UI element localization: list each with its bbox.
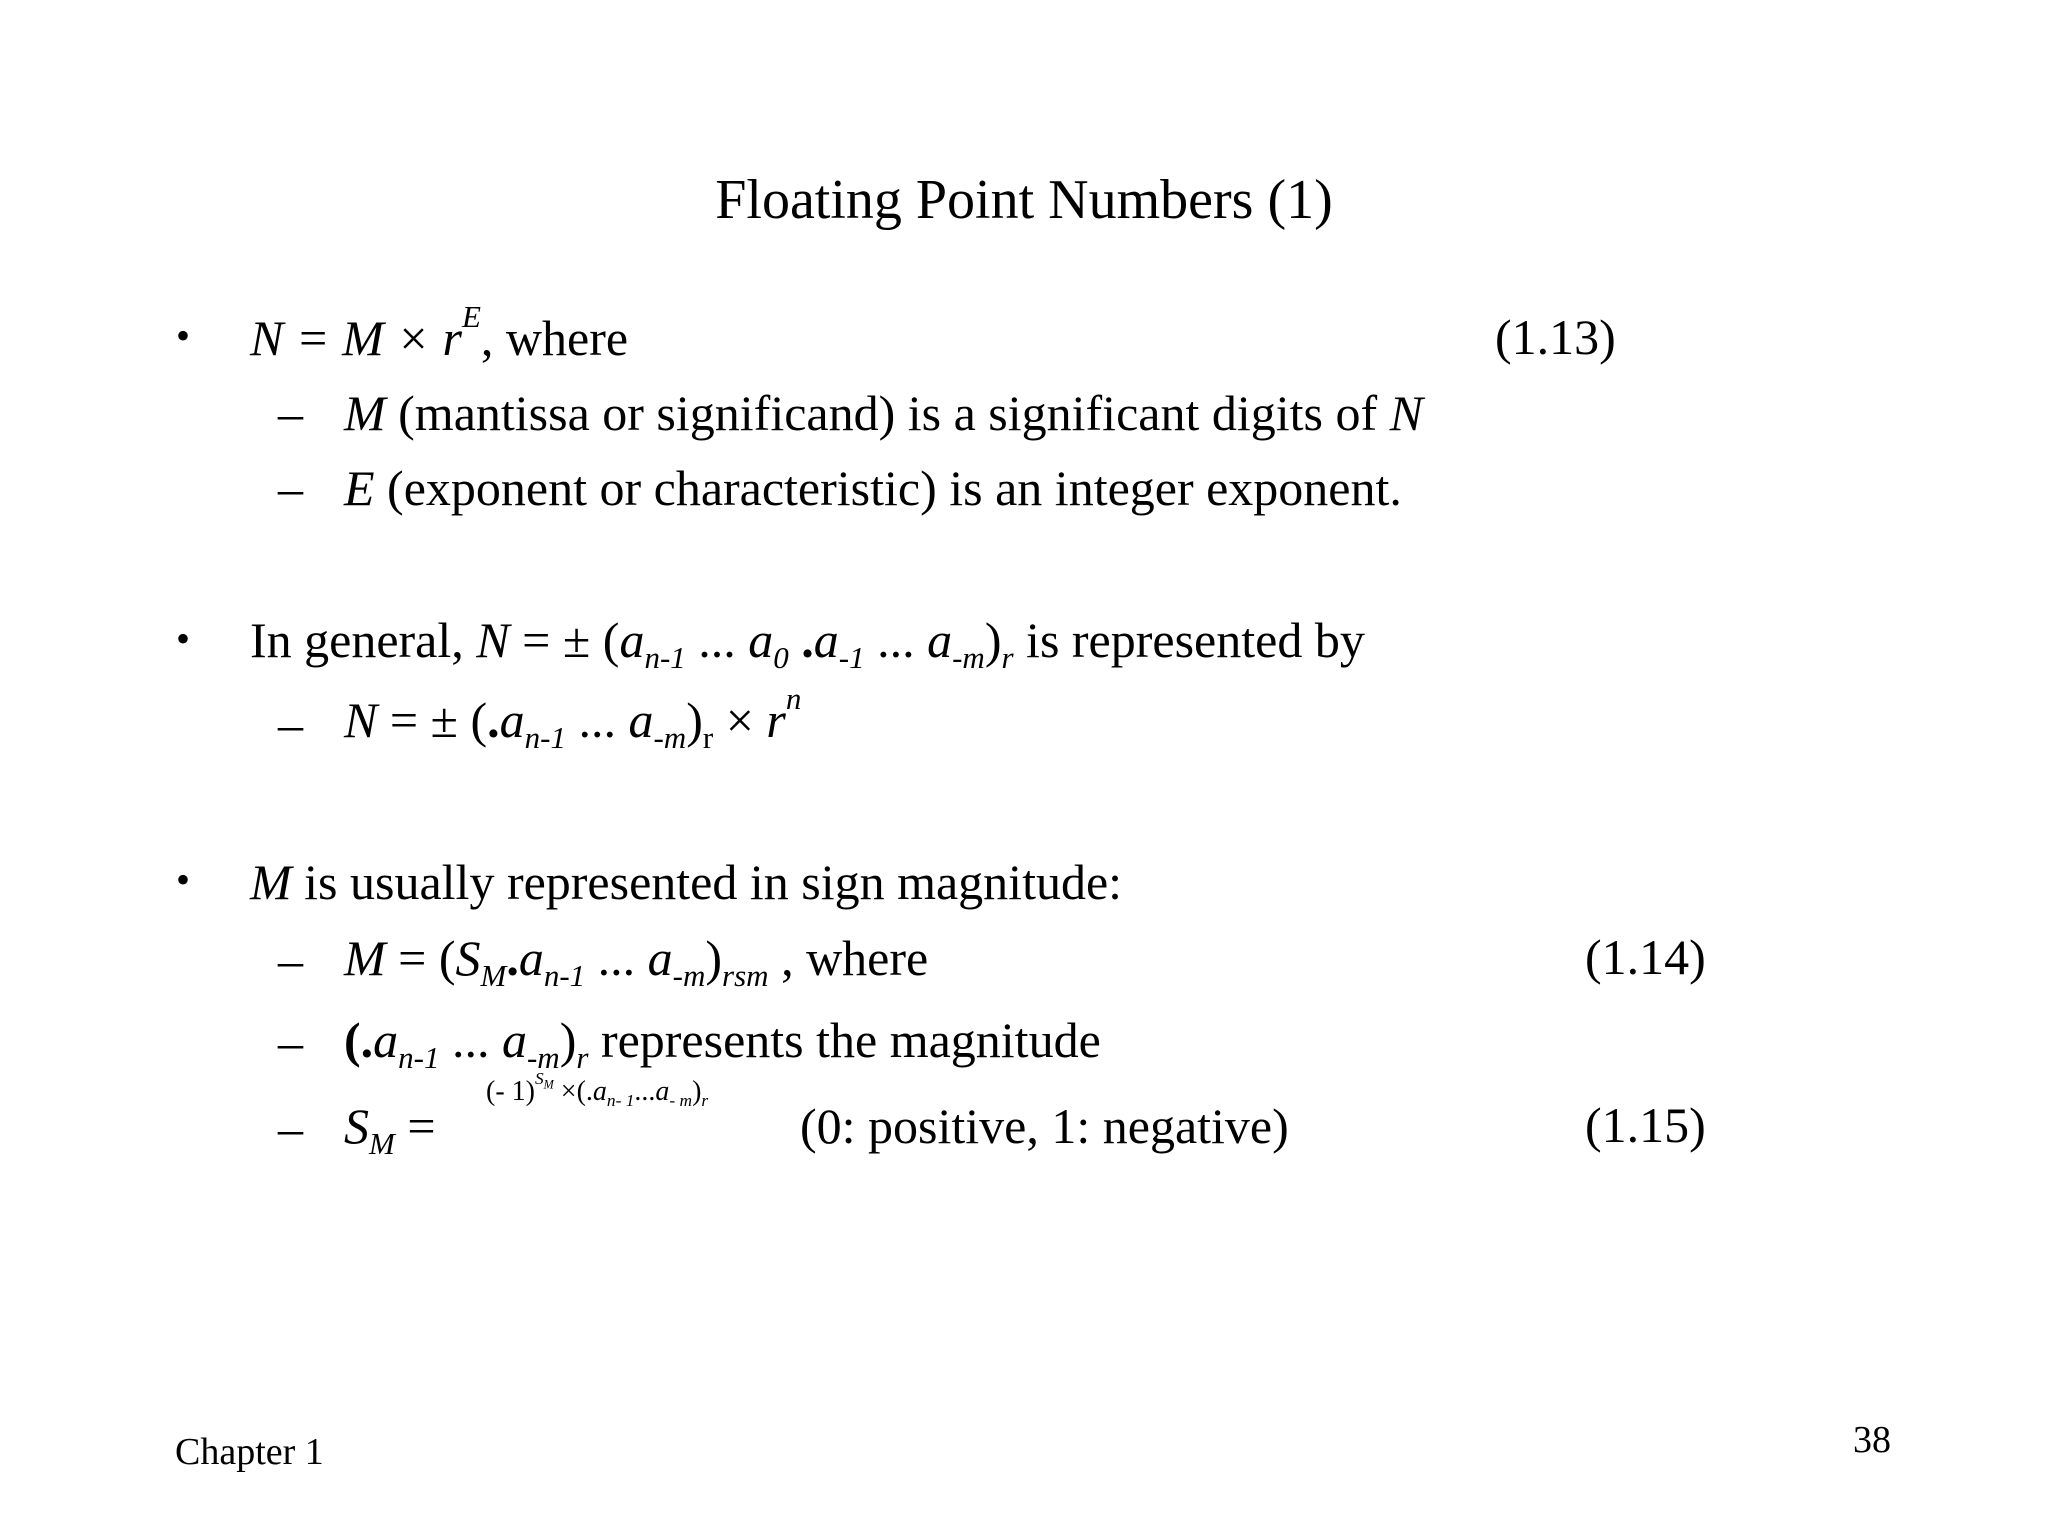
text-run: ) bbox=[984, 612, 1002, 668]
text-run: ... bbox=[685, 612, 749, 668]
superscript bbox=[534, 1069, 554, 1092]
var-a: a bbox=[501, 1012, 527, 1068]
subscript: M bbox=[369, 1125, 395, 1161]
var-a: a bbox=[518, 930, 544, 986]
subscript: M bbox=[480, 957, 507, 993]
text-run: = ( bbox=[385, 930, 456, 986]
subscript: M bbox=[543, 1077, 554, 1092]
var-m: M bbox=[344, 930, 386, 986]
bullet-1-text bbox=[250, 299, 629, 368]
var-a: a bbox=[748, 612, 774, 668]
subscript: -1 bbox=[838, 639, 865, 675]
radix-point: . bbox=[788, 612, 814, 668]
sub-dash: – bbox=[278, 1014, 303, 1070]
subscript: n-1 bbox=[644, 639, 686, 675]
bullet-marker: • bbox=[176, 313, 191, 358]
subscript: r bbox=[1001, 639, 1014, 675]
subscript: -m bbox=[952, 639, 985, 675]
radix-point: . bbox=[487, 692, 500, 748]
sub-dash: – bbox=[278, 932, 303, 988]
text-run: (- 1) bbox=[486, 1076, 535, 1107]
mantissa-text: (mantissa or significand) is a significant digits of bbox=[385, 385, 1390, 441]
bullet-1-sup: E bbox=[461, 299, 481, 335]
bullet-1-sub-2 bbox=[344, 458, 1402, 518]
var-a: a bbox=[373, 1012, 399, 1068]
text-run: × bbox=[713, 692, 767, 748]
subscript: n-1 bbox=[398, 1039, 440, 1075]
text-run: ) bbox=[686, 692, 703, 748]
var-a: a bbox=[619, 612, 645, 668]
var-m: M bbox=[250, 854, 292, 910]
sub-dash: – bbox=[278, 460, 303, 516]
text-run: = bbox=[394, 1098, 436, 1154]
subscript: 0 bbox=[773, 639, 789, 675]
text-run: is represented by bbox=[1013, 612, 1365, 668]
var-s: S bbox=[344, 1098, 369, 1154]
var-n: N bbox=[344, 692, 378, 748]
text-run: In general, bbox=[250, 612, 477, 668]
subscript: r bbox=[701, 1091, 709, 1111]
bullet-1-sub-1 bbox=[344, 383, 1423, 443]
var-a: a bbox=[628, 692, 654, 748]
bullet-3-sub-3 bbox=[344, 1096, 436, 1161]
bullet-1-pre: N = M × r bbox=[250, 310, 462, 366]
var-n: N bbox=[1389, 385, 1423, 441]
subscript: n-1 bbox=[543, 957, 586, 993]
paren-radix: (. bbox=[344, 1012, 374, 1068]
var-s: S bbox=[455, 930, 481, 986]
var-s: S bbox=[534, 1069, 544, 1089]
bullet-3-sub-1 bbox=[344, 928, 929, 993]
subscript: -m bbox=[672, 957, 706, 993]
superscript: n bbox=[785, 681, 802, 717]
var-a: a bbox=[592, 1076, 607, 1107]
bullet-2-sub-1 bbox=[344, 681, 802, 755]
var-a: a bbox=[499, 692, 525, 748]
subscript: -m bbox=[653, 719, 687, 755]
subscript: n-1 bbox=[524, 719, 566, 755]
subscript: rsm bbox=[722, 957, 769, 993]
exponent-text: (exponent or characteristic) is an integer exponent. bbox=[374, 460, 1402, 516]
var-a: a bbox=[927, 612, 953, 668]
var-n: N bbox=[476, 612, 510, 668]
text-run: ... bbox=[585, 930, 648, 986]
sub-dash: – bbox=[278, 696, 303, 752]
text-run: = ± ( bbox=[509, 612, 620, 668]
text-run: ... bbox=[864, 612, 928, 668]
slide-title: Floating Point Numbers (1) bbox=[715, 169, 1333, 231]
var-a: a bbox=[655, 1076, 670, 1107]
text-run: is usually represented in sign magnitude: bbox=[291, 854, 1123, 910]
sub-dash: – bbox=[278, 385, 303, 441]
var-m: M bbox=[344, 385, 386, 441]
var-a: a bbox=[647, 930, 673, 986]
equation-number-1-15: (1.15) bbox=[1585, 1097, 1706, 1153]
page-number: 38 bbox=[1853, 1419, 1891, 1461]
bullet-1-post: , where bbox=[480, 310, 629, 366]
var-e: E bbox=[344, 460, 375, 516]
text-run: ) bbox=[692, 1076, 702, 1107]
text-run: ×(. bbox=[553, 1076, 593, 1107]
text-run: represents the magnitude bbox=[588, 1012, 1101, 1068]
text-run: ... bbox=[439, 1012, 502, 1068]
subscript: n- 1 bbox=[606, 1091, 635, 1111]
var-r: r bbox=[766, 692, 786, 748]
text-run: ) bbox=[705, 930, 723, 986]
text-run: = ± ( bbox=[377, 692, 488, 748]
bullet-3-sub-2 bbox=[344, 1010, 1101, 1075]
text-run: ... bbox=[565, 692, 629, 748]
sign-magnitude-formula bbox=[486, 1069, 709, 1111]
text-run: ) bbox=[559, 1012, 577, 1068]
bullet-marker: • bbox=[176, 616, 191, 661]
subscript: r bbox=[576, 1039, 589, 1075]
text-run: , where bbox=[768, 930, 929, 986]
sign-values-text: (0: positive, 1: negative) bbox=[800, 1098, 1289, 1154]
bullet-2-text bbox=[250, 610, 1365, 675]
subscript: -m bbox=[526, 1039, 560, 1075]
subscript: - m bbox=[669, 1091, 693, 1111]
text-run: ... bbox=[634, 1076, 656, 1107]
subscript: r bbox=[702, 719, 714, 755]
footer-chapter: Chapter 1 bbox=[175, 1431, 324, 1473]
equation-number-1-13: (1.13) bbox=[1495, 309, 1616, 365]
equation-number-1-14: (1.14) bbox=[1585, 929, 1706, 985]
radix-point: . bbox=[506, 930, 519, 986]
sub-dash: – bbox=[278, 1100, 303, 1156]
bullet-3-text bbox=[250, 852, 1122, 912]
var-a: a bbox=[813, 612, 839, 668]
bullet-marker: • bbox=[176, 857, 191, 902]
